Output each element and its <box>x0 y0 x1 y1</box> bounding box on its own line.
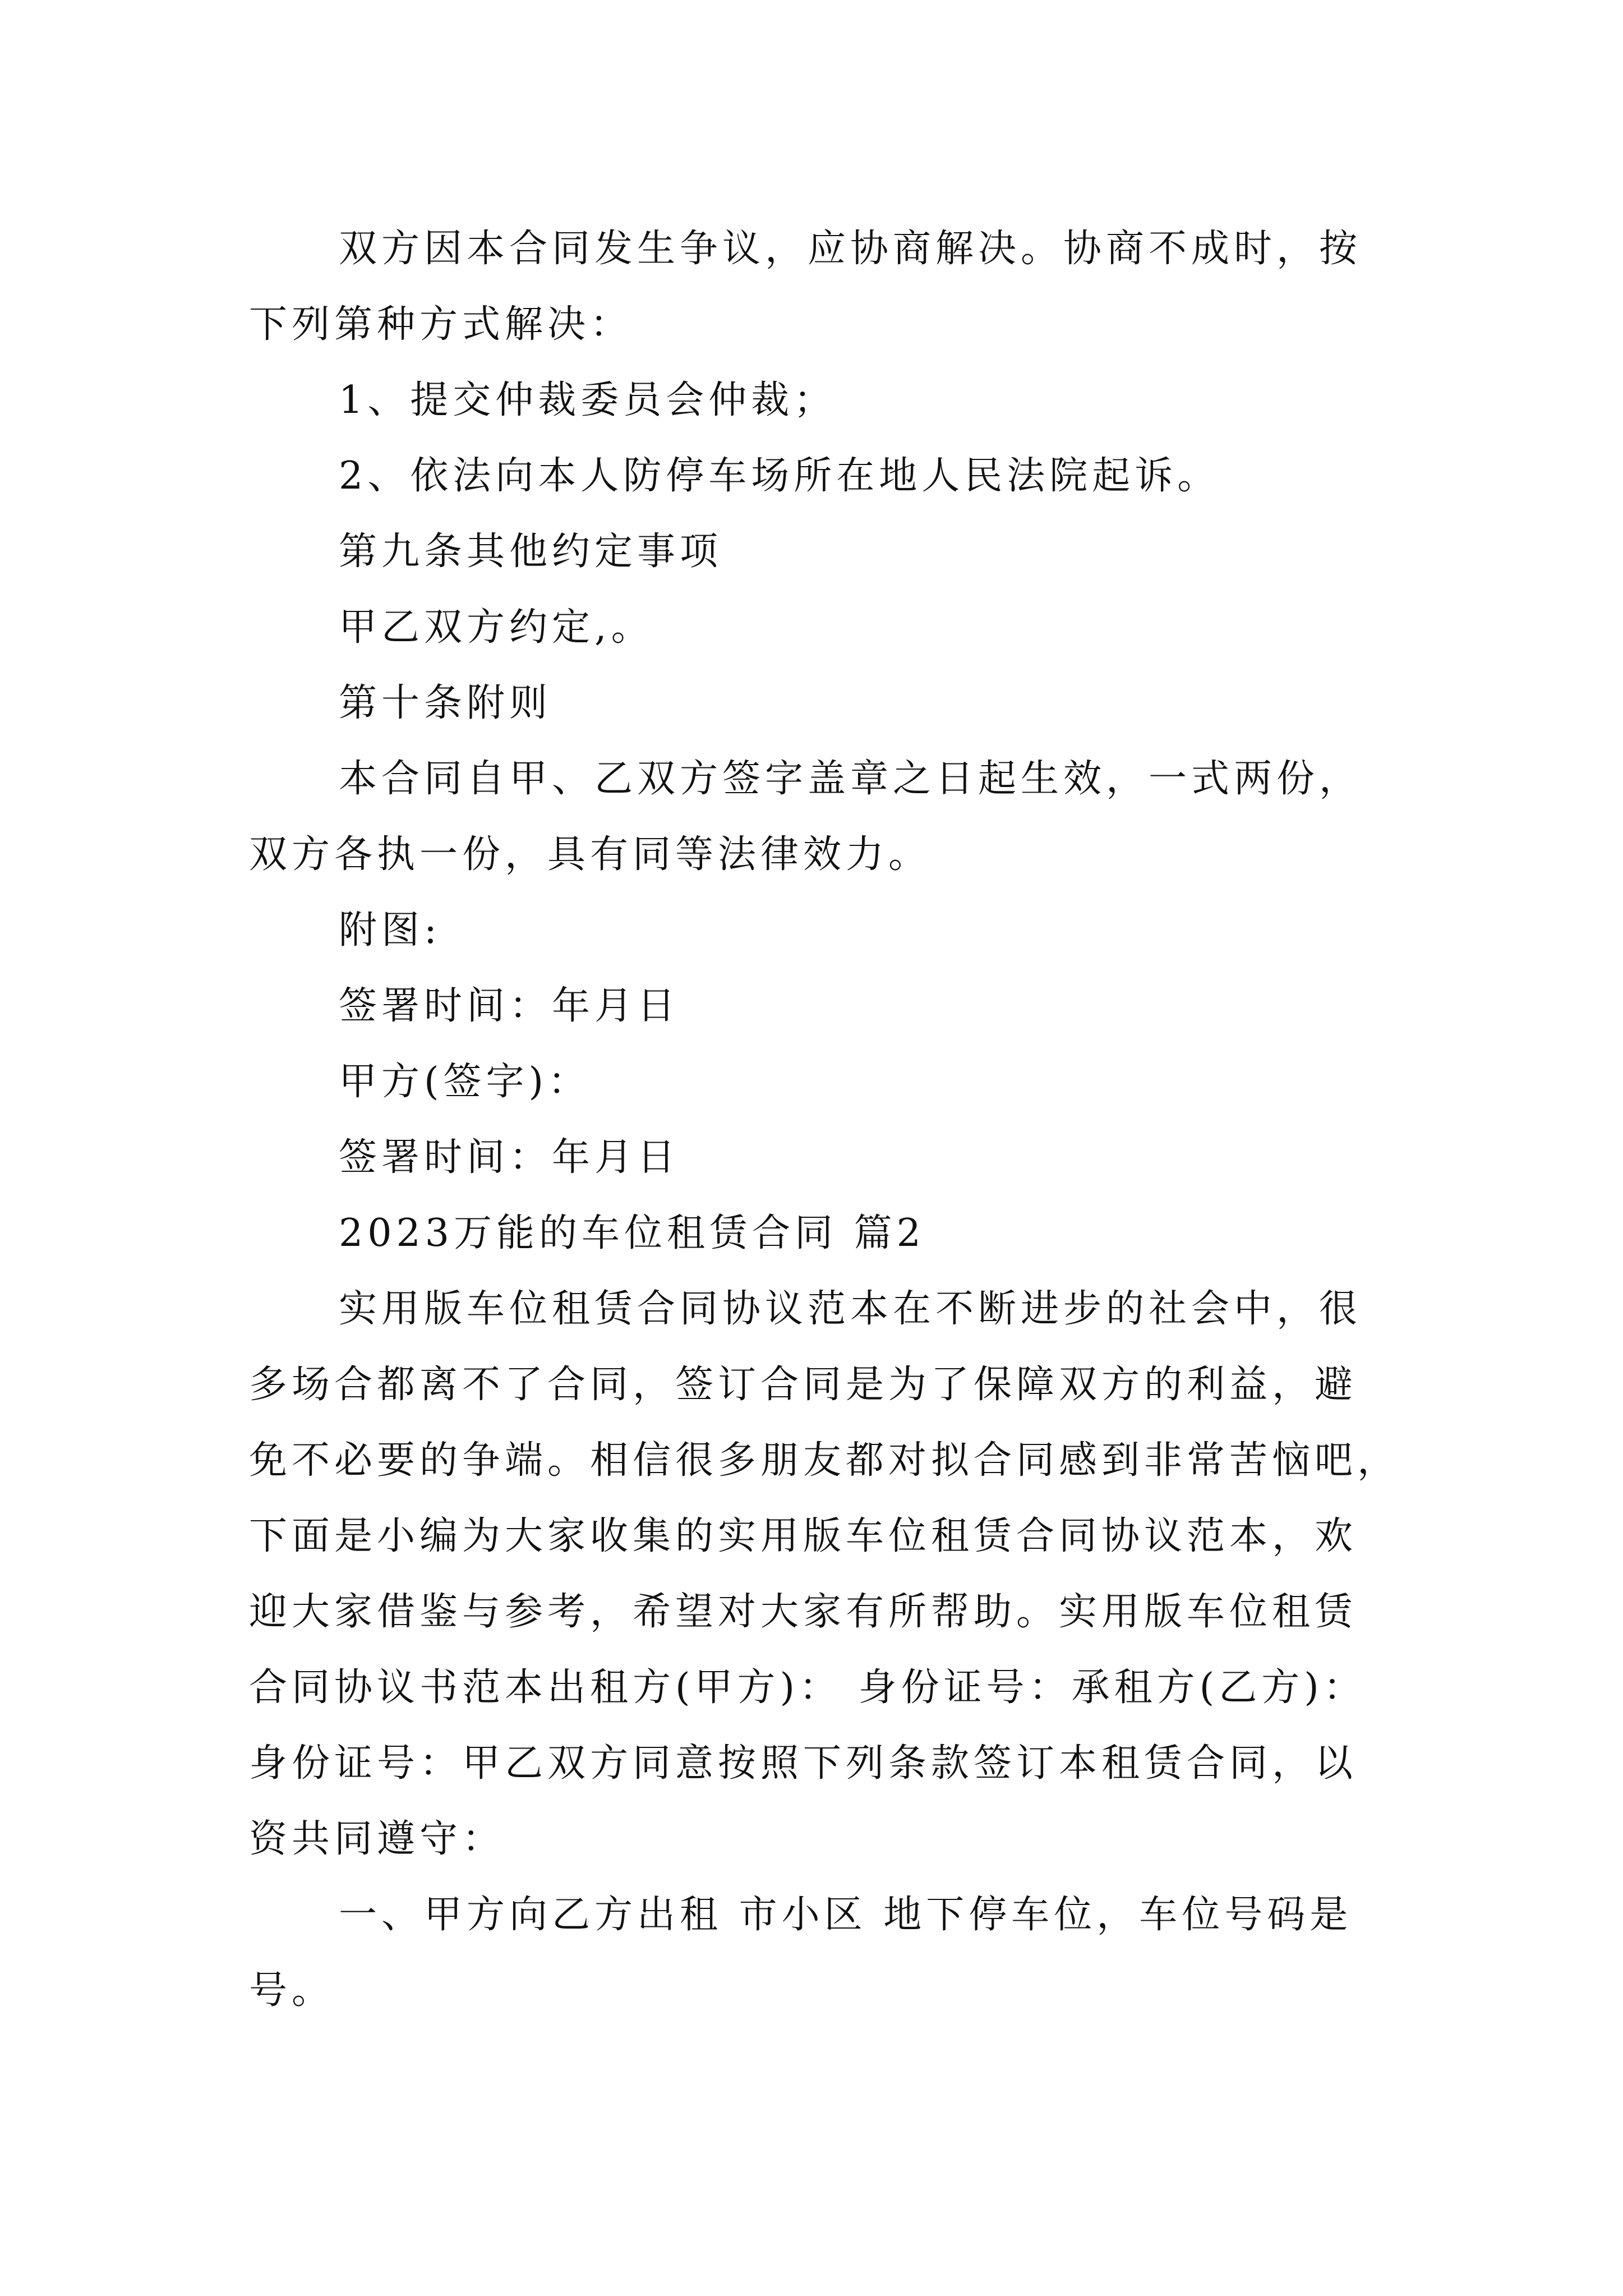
paragraph-intro-line-2: 多场合都离不了合同，签订合同是为了保障双方的利益，避 <box>249 1363 1358 1407</box>
paragraph-intro-line-1: 实用版车位租赁合同协议范本在不断进步的社会中，很 <box>339 1287 1362 1331</box>
paragraph-intro-line-5: 迎大家借鉴与参考，希望对大家有所帮助。实用版车位租赁 <box>249 1590 1358 1634</box>
clause-1-line-2: 号。 <box>249 1968 335 2013</box>
signing-date-2: 签署时间：年月日 <box>339 1135 680 1180</box>
signing-date-1: 签署时间：年月日 <box>339 984 680 1028</box>
paragraph-intro-line-7: 身份证号：甲乙双方同意按照下列条款签订本租赁合同，以 <box>249 1741 1358 1786</box>
list-item-litigation: 2、依法向本人防停车场所在地人民法院起诉。 <box>339 454 1220 498</box>
paragraph-effective-line-1: 本合同自甲、乙双方签字盖章之日起生效，一式两份， <box>339 757 1362 801</box>
paragraph-effective-line-2: 双方各执一份，具有同等法律效力。 <box>249 832 932 877</box>
section-title-part-2: 2023万能的车位租赁合同 篇2 <box>339 1211 925 1255</box>
paragraph-other-agreement: 甲乙双方约定,。 <box>339 605 654 650</box>
paragraph-intro-line-4: 下面是小编为大家收集的实用版车位租赁合同协议范本，欢 <box>249 1514 1358 1558</box>
section-heading-article-9: 第九条其他约定事项 <box>339 530 723 574</box>
paragraph-intro-line-3: 免不必要的争端。相信很多朋友都对拟合同感到非常苦恼吧， <box>249 1438 1400 1483</box>
paragraph-intro-line-6: 合同协议书范本出租方(甲方)： 身份证号：承租方(乙方)： <box>249 1665 1366 1710</box>
paragraph-intro-line-8: 资共同遵守： <box>249 1817 505 1861</box>
paragraph-dispute-line-1: 双方因本合同发生争议，应协商解决。协商不成时，按 <box>339 227 1362 271</box>
party-a-signature: 甲方(签字)： <box>339 1060 591 1104</box>
attachment-label: 附图: <box>339 908 441 953</box>
paragraph-dispute-line-2: 下列第种方式解决： <box>249 302 633 347</box>
list-item-arbitration: 1、提交仲裁委员会仲裁； <box>339 378 837 422</box>
section-heading-article-10: 第十条附则 <box>339 681 552 725</box>
clause-1-line-1: 一、甲方向乙方出租 市小区 地下停车位，车位号码是 <box>339 1893 1353 1937</box>
